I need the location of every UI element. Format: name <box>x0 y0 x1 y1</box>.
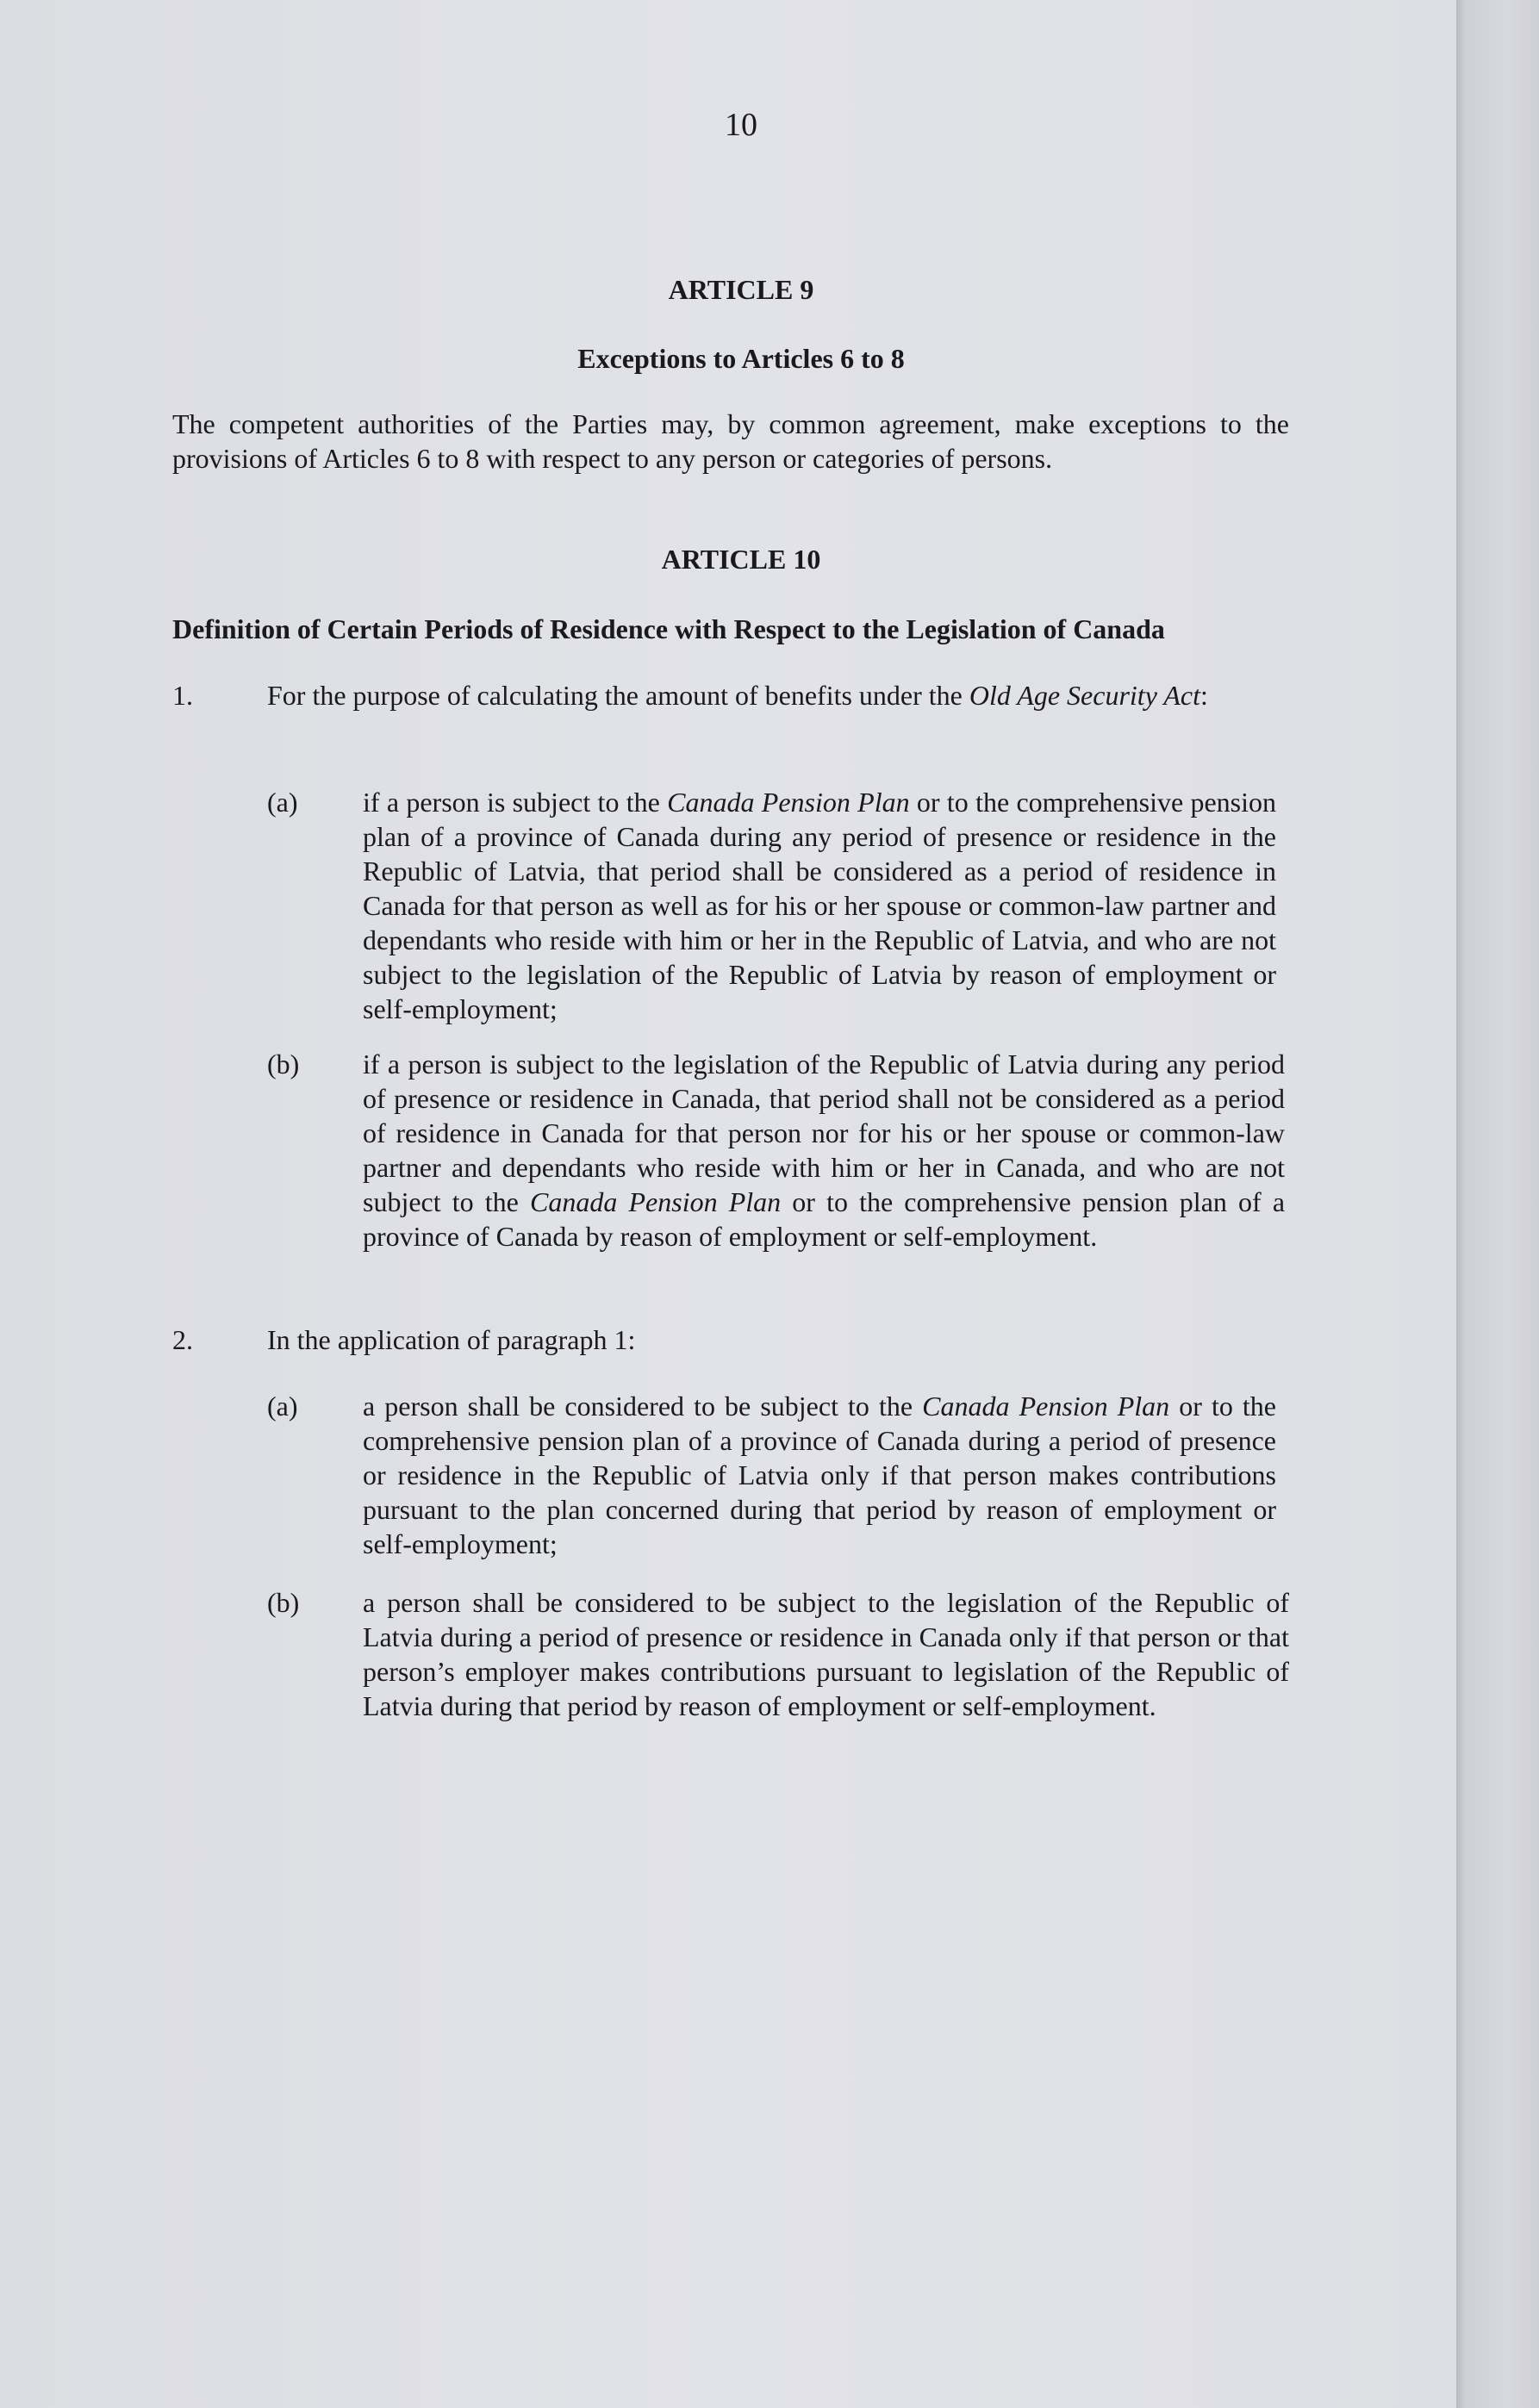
paragraph-1b-text: if a person is subject to the legislation of the Republic of Latvia during any period of presence or residence in Canada, that period shall not be considered as a period of residence in Canada for that person nor for his or her spouse or common-law partner and dependants who reside with him or her in Canada, and who are not subject to the Canada Pension Plan or to the comprehensive pension plan of a province of Canada by reason of employment or self-employment. <box>363 1048 1286 1252</box>
paragraph-2-number: 2. <box>172 1324 193 1355</box>
article-10-heading: ARTICLE 10 <box>661 544 821 575</box>
paragraph-1b-label: (b) <box>267 1048 300 1080</box>
paragraph-2a-text: a person shall be considered to be subject to the Canada Pension Plan or to the comprehensive pension plan of a province of Canada during a period of presence or residence in the Republic of Latvia only if that person makes contributions pursuant to the plan concerned during that period by reason of employment or self-employment; <box>363 1391 1277 1559</box>
paragraph-2b-label: (b) <box>267 1587 300 1618</box>
article-9-heading: ARTICLE 9 <box>668 274 814 305</box>
article-9-text: The competent authorities of the Parties may, by common agreement, make exceptions to the provisions of Articles 6 to 8 with respect to any person or categories of persons. <box>172 408 1289 474</box>
paragraph-2-intro: In the application of paragraph 1: <box>267 1324 636 1355</box>
paragraph-2b-text: a person shall be considered to be subject to the legislation of the Republic of Latvia during a period of presence or residence in Canada only if that person or that person’s employer makes contributions pursuant to legislation of the Republic of Latvia during that period by reason of employment or self-employment. <box>363 1587 1289 1721</box>
paragraph-2a-label: (a) <box>267 1391 298 1422</box>
article-10-title: Definition of Certain Periods of Residence with Respect to the Legislation of Canada <box>172 613 1165 644</box>
paragraph-1a-text: if a person is subject to the Canada Pension Plan or to the comprehensive pension plan of a province of Canada during any period of presence or residence in the Republic of Latvia, that period shall be considered as a period of residence in Canada for that person as well as for his or her spouse or common-law partner and dependants who reside with him or her in the Republic of Latvia, and who are not subject to the legislation of the Republic of Latvia by reason of employment or self-employment; <box>363 787 1277 1024</box>
paragraph-1-number: 1. <box>172 680 193 711</box>
article-9-title: Exceptions to Articles 6 to 8 <box>577 343 905 374</box>
paragraph-1a-label: (a) <box>267 787 298 818</box>
page-number: 10 <box>725 107 757 143</box>
paragraph-1-intro: For the purpose of calculating the amount of benefits under the Old Age Security Act: <box>267 680 1208 711</box>
